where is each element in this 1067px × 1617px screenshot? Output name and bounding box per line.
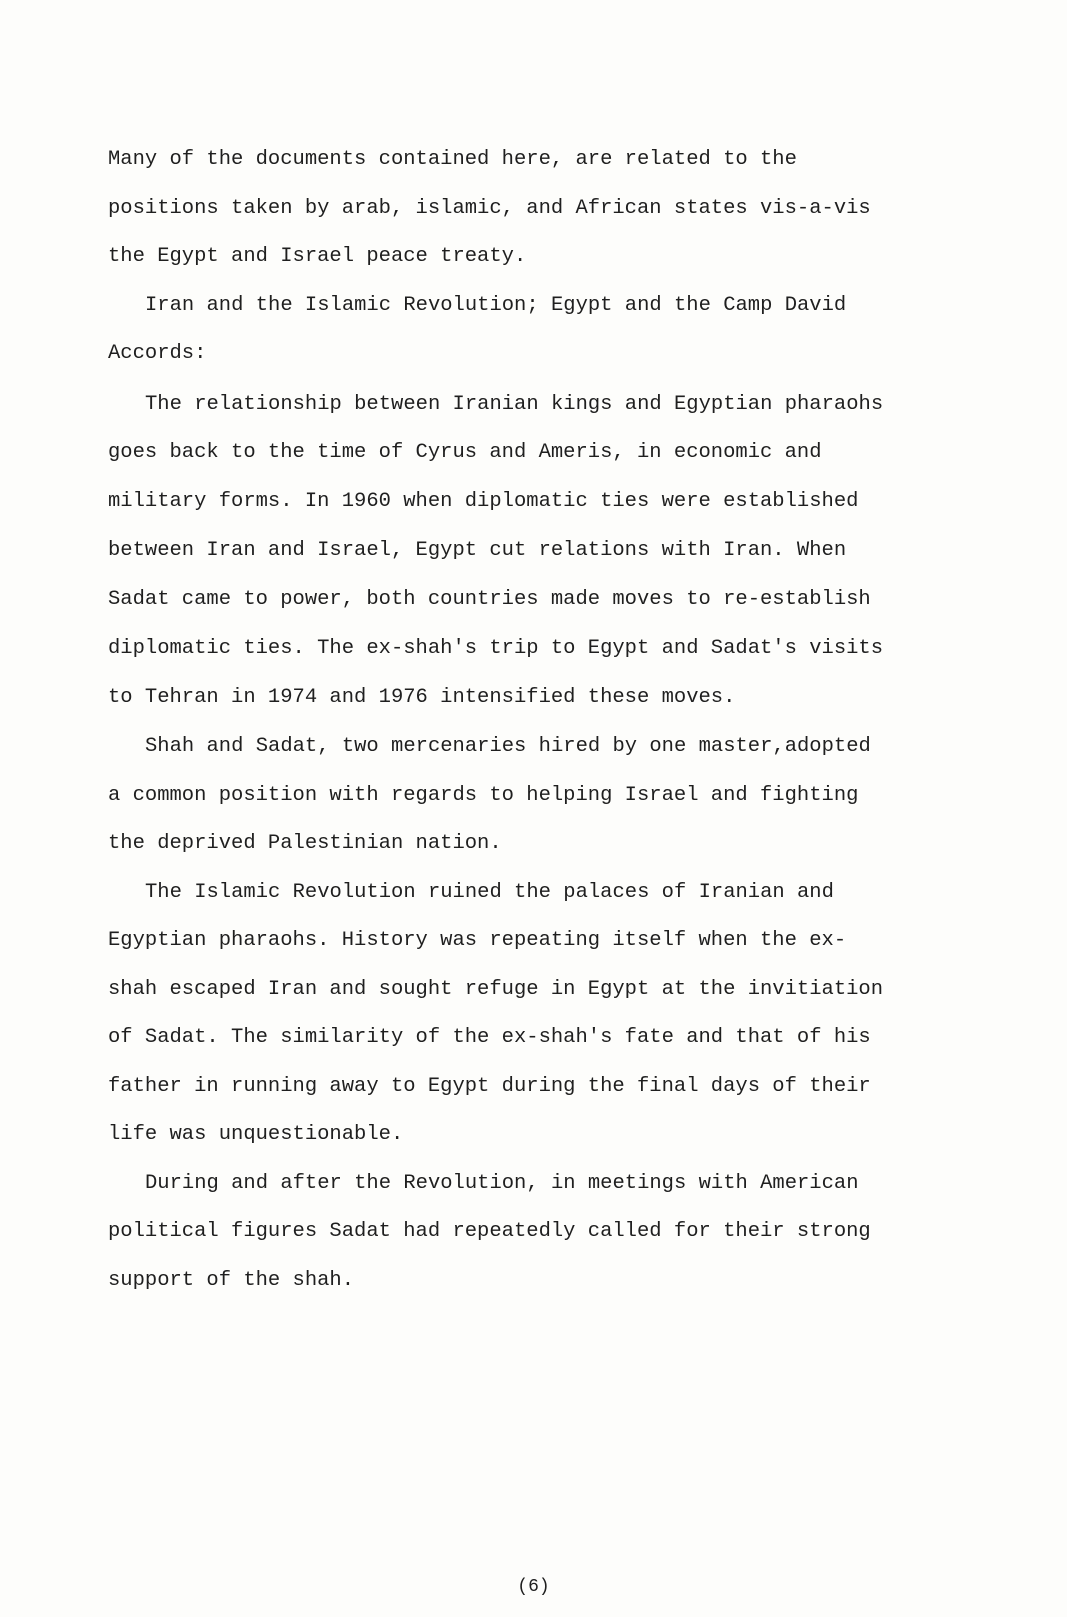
text-line-7: goes back to the time of Cyrus and Ameris, in economic and: [108, 441, 822, 464]
text-line-9: between Iran and Israel, Egypt cut relations with Iran. When: [108, 539, 847, 562]
text-line-21: life was unquestionable.: [108, 1123, 404, 1146]
text-line-17: Egyptian pharaohs. History was repeating itself when the ex-: [108, 929, 847, 952]
text-line-14: a common position with regards to helping Israel and fighting: [108, 784, 859, 807]
text-line-11: diplomatic ties. The ex-shah's trip to Egypt and Sadat's visits: [108, 637, 884, 660]
text-line-24: support of the shah.: [108, 1269, 355, 1292]
text-line-1: Many of the documents contained here, are related to the: [108, 148, 797, 171]
page-number: (6): [517, 1577, 550, 1597]
text-line-23: political figures Sadat had repeatedly called for their strong: [108, 1220, 871, 1243]
text-line-2: positions taken by arab, islamic, and African states vis-a-vis: [108, 197, 871, 220]
text-line-3: the Egypt and Israel peace treaty.: [108, 245, 527, 268]
section-heading-line-1: Iran and the Islamic Revolution; Egypt and the Camp David: [145, 294, 847, 317]
text-line-10: Sadat came to power, both countries made moves to re-establish: [108, 588, 871, 611]
text-line-12: to Tehran in 1974 and 1976 intensified these moves.: [108, 686, 736, 709]
text-line-20: father in running away to Egypt during the final days of their: [108, 1075, 871, 1098]
text-line-6: The relationship between Iranian kings and Egyptian pharaohs: [145, 393, 884, 416]
text-line-15: the deprived Palestinian nation.: [108, 832, 502, 855]
text-line-19: of Sadat. The similarity of the ex-shah's fate and that of his: [108, 1026, 871, 1049]
text-line-8: military forms. In 1960 when diplomatic ties were established: [108, 490, 859, 513]
section-heading-line-2: Accords:: [108, 342, 207, 365]
text-line-18: shah escaped Iran and sought refuge in Egypt at the invitiation: [108, 978, 884, 1001]
text-line-13: Shah and Sadat, two mercenaries hired by one master,adopted: [145, 735, 871, 758]
text-line-16: The Islamic Revolution ruined the palaces of Iranian and: [145, 881, 834, 904]
text-line-22: During and after the Revolution, in meetings with American: [145, 1172, 859, 1195]
